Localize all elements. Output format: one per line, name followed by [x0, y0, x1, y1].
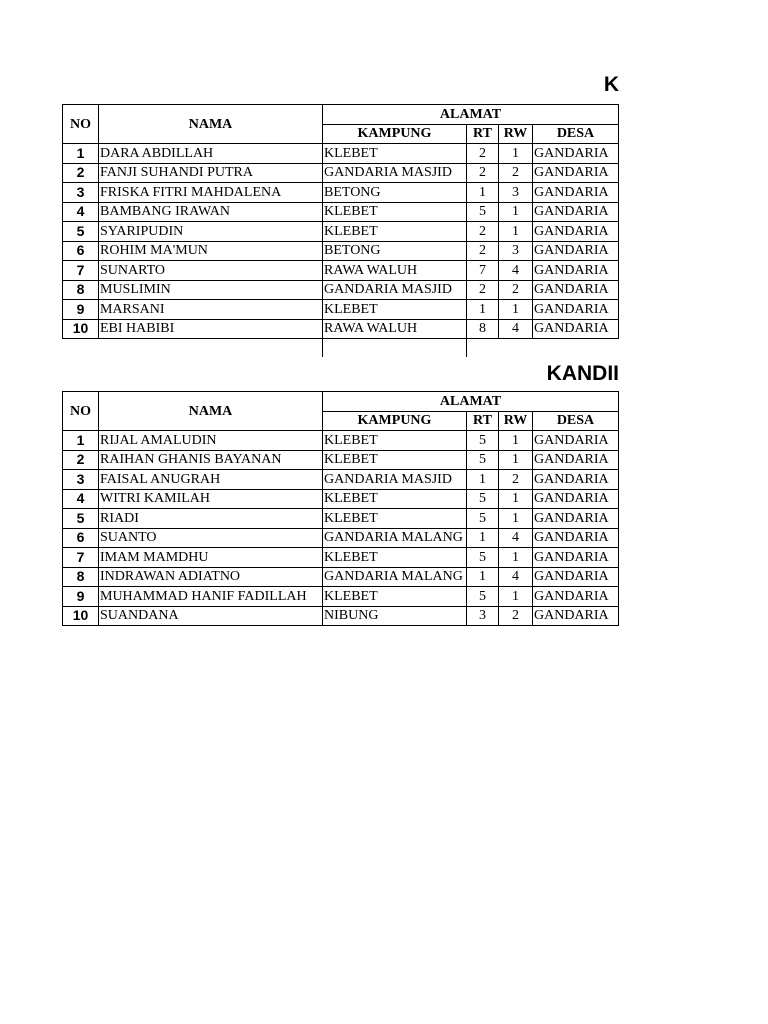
cell-desa: GANDARIA	[533, 202, 619, 222]
table-row	[63, 528, 619, 548]
cell-no: 4	[63, 489, 99, 509]
table-row	[63, 222, 619, 242]
cell-desa: GANDARIA	[533, 567, 619, 587]
cell-desa: GANDARIA	[533, 241, 619, 261]
cell-no: 4	[63, 202, 99, 222]
table-row	[63, 241, 619, 261]
cell-rw: 1	[499, 489, 533, 509]
header-rw: RW	[499, 411, 533, 431]
cell-nama: RIJAL AMALUDIN	[99, 431, 323, 451]
cell-rw: 4	[499, 319, 533, 339]
cell-no: 1	[63, 431, 99, 451]
cell-rw: 2	[499, 470, 533, 490]
cell-rt: 5	[467, 509, 499, 529]
cell-kampung: KLEBET	[323, 222, 467, 242]
cell-kampung: KLEBET	[323, 431, 467, 451]
cell-rt: 5	[467, 587, 499, 607]
cell-nama: IMAM MAMDHU	[99, 548, 323, 568]
cell-nama: RIADI	[99, 509, 323, 529]
cell-desa: GANDARIA	[533, 144, 619, 164]
cell-rt: 2	[467, 280, 499, 300]
cell-no: 8	[63, 567, 99, 587]
cell-kampung: KLEBET	[323, 587, 467, 607]
table-row	[63, 280, 619, 300]
cell-rw: 1	[499, 300, 533, 320]
cell-rw: 3	[499, 183, 533, 203]
cell-rw: 2	[499, 280, 533, 300]
cell-rw: 1	[499, 202, 533, 222]
cell-no: 6	[63, 241, 99, 261]
cell-rw: 3	[499, 241, 533, 261]
cell-kampung: KLEBET	[323, 489, 467, 509]
cell-kampung: RAWA WALUH	[323, 261, 467, 281]
cell-nama: DARA ABDILLAH	[99, 144, 323, 164]
cell-kampung: KLEBET	[323, 202, 467, 222]
cell-no: 9	[63, 300, 99, 320]
cell-rw: 2	[499, 606, 533, 626]
cell-desa: GANDARIA	[533, 319, 619, 339]
table-row	[63, 300, 619, 320]
header-no: NO	[63, 392, 99, 431]
grid-line	[322, 338, 323, 357]
cell-desa: GANDARIA	[533, 261, 619, 281]
cell-no: 8	[63, 280, 99, 300]
cell-rt: 7	[467, 261, 499, 281]
cell-nama: WITRI KAMILAH	[99, 489, 323, 509]
table1-title: K	[603, 73, 619, 96]
cell-nama: SYARIPUDIN	[99, 222, 323, 242]
cell-nama: RAIHAN GHANIS BAYANAN	[99, 450, 323, 470]
cell-rt: 1	[467, 183, 499, 203]
header-nama: NAMA	[99, 392, 323, 431]
cell-rt: 5	[467, 431, 499, 451]
cell-no: 5	[63, 509, 99, 529]
cell-no: 6	[63, 528, 99, 548]
header-alamat: ALAMAT	[323, 105, 619, 125]
cell-desa: GANDARIA	[533, 300, 619, 320]
cell-kampung: KLEBET	[323, 509, 467, 529]
cell-nama: EBI HABIBI	[99, 319, 323, 339]
cell-kampung: GANDARIA MALANG	[323, 528, 467, 548]
cell-desa: GANDARIA	[533, 509, 619, 529]
cell-kampung: BETONG	[323, 241, 467, 261]
table-row	[63, 548, 619, 568]
cell-desa: GANDARIA	[533, 222, 619, 242]
cell-rt: 2	[467, 144, 499, 164]
header-rw: RW	[499, 124, 533, 144]
cell-nama: FRISKA FITRI MAHDALENA	[99, 183, 323, 203]
cell-desa: GANDARIA	[533, 470, 619, 490]
cell-no: 5	[63, 222, 99, 242]
cell-rw: 1	[499, 450, 533, 470]
table-row	[63, 202, 619, 222]
cell-rt: 1	[467, 300, 499, 320]
cell-rt: 3	[467, 606, 499, 626]
cell-no: 10	[63, 606, 99, 626]
cell-rw: 4	[499, 261, 533, 281]
cell-nama: BAMBANG IRAWAN	[99, 202, 323, 222]
cell-rw: 1	[499, 431, 533, 451]
cell-desa: GANDARIA	[533, 183, 619, 203]
cell-desa: GANDARIA	[533, 163, 619, 183]
cell-kampung: GANDARIA MALANG	[323, 567, 467, 587]
cell-no: 3	[63, 183, 99, 203]
cell-rw: 1	[499, 509, 533, 529]
cell-desa: GANDARIA	[533, 606, 619, 626]
cell-desa: GANDARIA	[533, 280, 619, 300]
cell-desa: GANDARIA	[533, 489, 619, 509]
cell-rw: 4	[499, 567, 533, 587]
table-row	[63, 509, 619, 529]
cell-rw: 1	[499, 548, 533, 568]
cell-kampung: GANDARIA MASJID	[323, 470, 467, 490]
table-row	[63, 163, 619, 183]
cell-rt: 1	[467, 470, 499, 490]
cell-desa: GANDARIA	[533, 528, 619, 548]
header-kampung: KAMPUNG	[323, 411, 467, 431]
table-row	[63, 587, 619, 607]
cell-rt: 5	[467, 202, 499, 222]
header-desa: DESA	[533, 411, 619, 431]
cell-rw: 4	[499, 528, 533, 548]
cell-rw: 1	[499, 587, 533, 607]
cell-desa: GANDARIA	[533, 548, 619, 568]
table1	[62, 104, 619, 339]
table-row	[63, 470, 619, 490]
table2	[62, 391, 619, 626]
cell-nama: SUANDANA	[99, 606, 323, 626]
table-row	[63, 319, 619, 339]
cell-rt: 5	[467, 450, 499, 470]
cell-nama: SUNARTO	[99, 261, 323, 281]
header-desa: DESA	[533, 124, 619, 144]
cell-nama: FAISAL ANUGRAH	[99, 470, 323, 490]
cell-rt: 2	[467, 163, 499, 183]
cell-nama: INDRAWAN ADIATNO	[99, 567, 323, 587]
table-row	[63, 489, 619, 509]
header-kampung: KAMPUNG	[323, 124, 467, 144]
cell-nama: MARSANI	[99, 300, 323, 320]
cell-kampung: KLEBET	[323, 300, 467, 320]
cell-rt: 5	[467, 489, 499, 509]
cell-kampung: RAWA WALUH	[323, 319, 467, 339]
cell-nama: SUANTO	[99, 528, 323, 548]
cell-no: 3	[63, 470, 99, 490]
header-no: NO	[63, 105, 99, 144]
cell-nama: MUHAMMAD HANIF FADILLAH	[99, 587, 323, 607]
cell-kampung: KLEBET	[323, 548, 467, 568]
cell-kampung: BETONG	[323, 183, 467, 203]
cell-no: 2	[63, 450, 99, 470]
table-row	[63, 261, 619, 281]
cell-no: 1	[63, 144, 99, 164]
cell-desa: GANDARIA	[533, 431, 619, 451]
table-row	[63, 144, 619, 164]
cell-no: 7	[63, 548, 99, 568]
table-row	[63, 183, 619, 203]
cell-no: 10	[63, 319, 99, 339]
cell-kampung: GANDARIA MASJID	[323, 280, 467, 300]
header-nama: NAMA	[99, 105, 323, 144]
cell-rt: 2	[467, 241, 499, 261]
table2-title: KANDII	[546, 362, 619, 385]
header-rt: RT	[467, 411, 499, 431]
cell-no: 7	[63, 261, 99, 281]
cell-desa: GANDARIA	[533, 587, 619, 607]
header-rt: RT	[467, 124, 499, 144]
cell-kampung: GANDARIA MASJID	[323, 163, 467, 183]
cell-desa: GANDARIA	[533, 450, 619, 470]
cell-rt: 2	[467, 222, 499, 242]
cell-rt: 8	[467, 319, 499, 339]
cell-kampung: KLEBET	[323, 144, 467, 164]
cell-nama: MUSLIMIN	[99, 280, 323, 300]
cell-kampung: NIBUNG	[323, 606, 467, 626]
cell-nama: FANJI SUHANDI PUTRA	[99, 163, 323, 183]
cell-no: 9	[63, 587, 99, 607]
table-row	[63, 431, 619, 451]
header-alamat: ALAMAT	[323, 392, 619, 412]
cell-nama: ROHIM MA'MUN	[99, 241, 323, 261]
table-row	[63, 606, 619, 626]
table-row	[63, 567, 619, 587]
cell-rt: 5	[467, 548, 499, 568]
cell-rw: 2	[499, 163, 533, 183]
table-row	[63, 450, 619, 470]
cell-kampung: KLEBET	[323, 450, 467, 470]
cell-rt: 1	[467, 567, 499, 587]
grid-line	[466, 338, 467, 357]
cell-no: 2	[63, 163, 99, 183]
cell-rt: 1	[467, 528, 499, 548]
cell-rw: 1	[499, 144, 533, 164]
cell-rw: 1	[499, 222, 533, 242]
